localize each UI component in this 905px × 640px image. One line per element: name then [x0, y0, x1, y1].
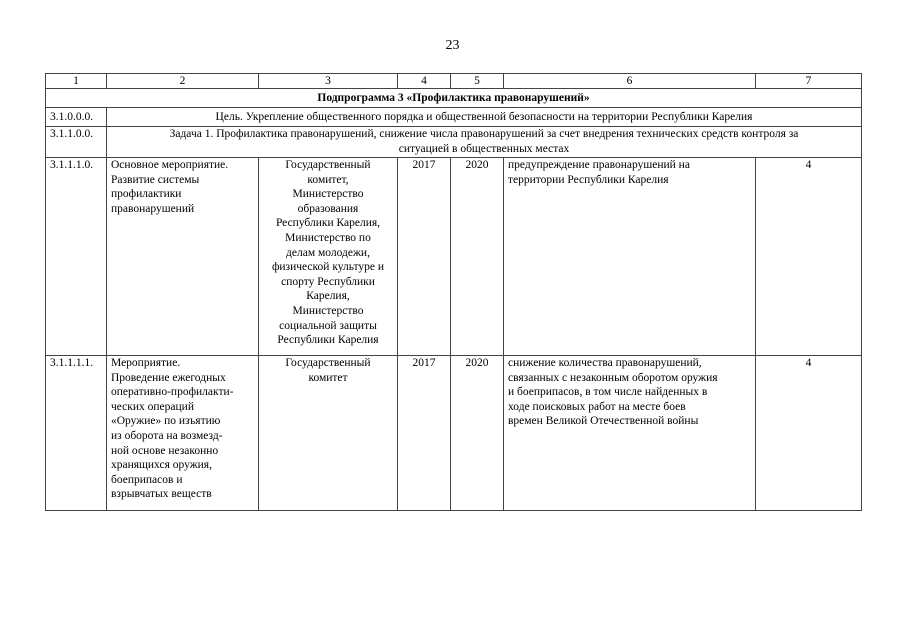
measure-code: 3.1.1.1.1. [46, 356, 107, 511]
measure-start-year: 2017 [398, 356, 451, 511]
goal-row [46, 108, 862, 127]
column-number: 3 [259, 74, 398, 89]
table-row [46, 356, 862, 511]
measure-executor: Государственный комитет [259, 356, 398, 511]
column-number: 6 [504, 74, 756, 89]
measure-executor: Государственный комитет, Министерство образования Республики Карелия, Министерство по делам молодежи, физической культуре и спорту Республики Карелия, Министерство социальной защиты Республики Карелия [259, 158, 398, 356]
column-numbers-row [46, 74, 862, 89]
column-number: 2 [107, 74, 259, 89]
subprogram-title: Подпрограмма 3 «Профилактика правонарушений» [46, 89, 862, 108]
measure-col7: 4 [756, 356, 862, 511]
measure-result: снижение количества правонарушений, связанных с незаконным оборотом оружия и боеприпасов, в том числе найденных в ходе поисковых работ на месте боев времен Великой Отечественной войны [504, 356, 756, 511]
column-number: 5 [451, 74, 504, 89]
goal-code: 3.1.0.0.0. [46, 108, 107, 127]
column-number: 1 [46, 74, 107, 89]
task-row [46, 127, 862, 158]
task-code: 3.1.1.0.0. [46, 127, 107, 158]
column-number: 4 [398, 74, 451, 89]
task-text: Задача 1. Профилактика правонарушений, снижение числа правонарушений за счет внедрения технических средств контроля за ситуацией в общественных местах [107, 127, 862, 158]
measure-start-year: 2017 [398, 158, 451, 356]
measures-table [45, 73, 862, 511]
measure-name: Основное мероприятие. Развитие системы профилактики правонарушений [107, 158, 259, 356]
measure-name: Мероприятие. Проведение ежегодных оперативно-профилакти- ческих операций «Оружие» по изъятию из оборота на возмезд- ной основе незаконно хранящихся оружия, боеприпасов и взрывчатых веществ [107, 356, 259, 511]
column-number: 7 [756, 74, 862, 89]
measure-col7: 4 [756, 158, 862, 356]
table-row [46, 158, 862, 356]
measure-code: 3.1.1.1.0. [46, 158, 107, 356]
measure-end-year: 2020 [451, 356, 504, 511]
measure-end-year: 2020 [451, 158, 504, 356]
subprogram-row [46, 89, 862, 108]
measure-result: предупреждение правонарушений на территории Республики Карелия [504, 158, 756, 356]
goal-text: Цель. Укрепление общественного порядка и общественной безопасности на территории Республики Карелия [107, 108, 862, 127]
page-number: 23 [445, 38, 460, 53]
